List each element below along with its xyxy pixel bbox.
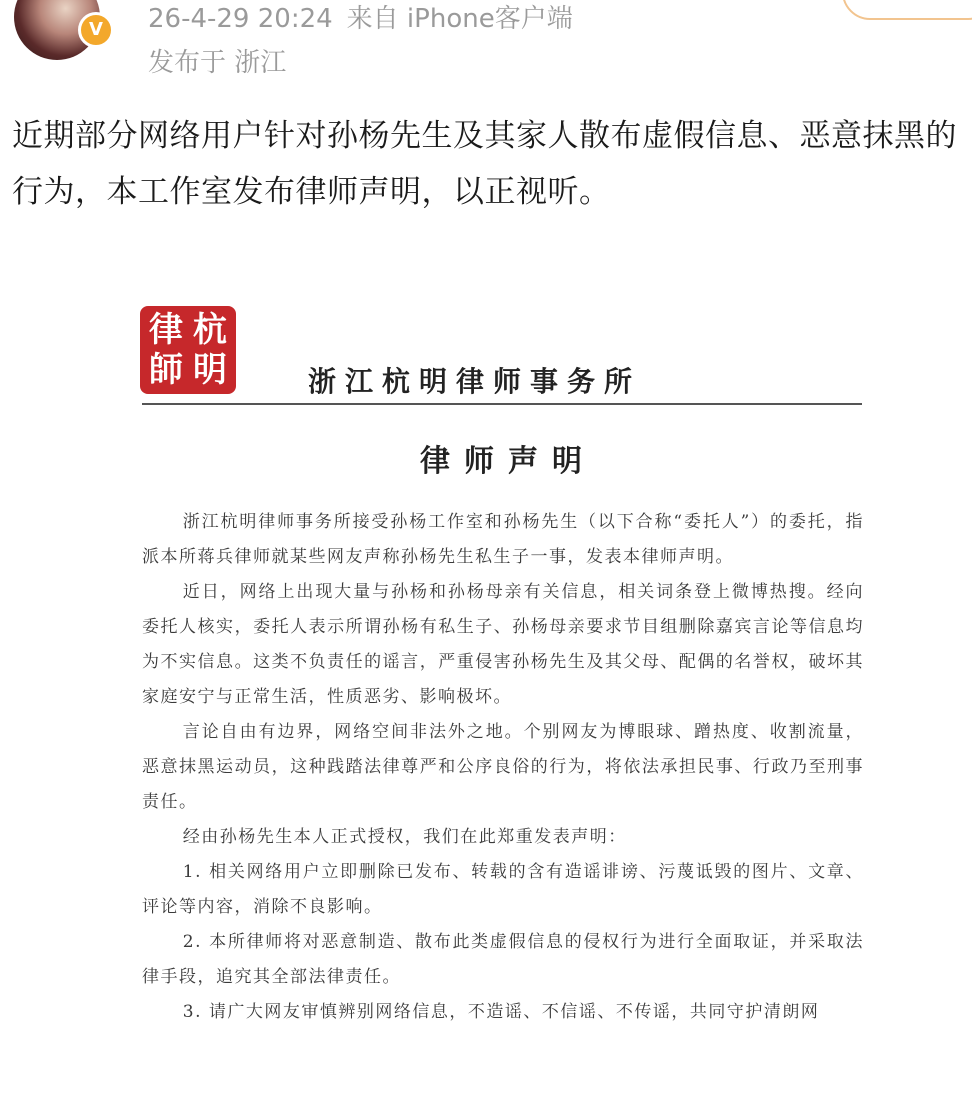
seal-char: 律	[149, 310, 183, 350]
document-paragraph: 3. 请广大网友审慎辨别网络信息，不造谣、不信谣、不传谣，共同守护清朗网	[182, 1002, 820, 1022]
document-paragraph: 经由孙杨先生本人正式授权，我们在此郑重发表声明：	[182, 827, 627, 847]
post-source: 来自 iPhone客户端	[346, 4, 573, 34]
follow-button[interactable]	[842, 0, 972, 20]
document-paragraph: 近日，网络上出现大量与孙杨和孙杨母亲有关信息，相关词条登上微博热搜。经向委托人核实，委托人表示所谓孙杨有私生子、孙杨母亲要求节目组删除嘉宾言论等信息均为不实信息。这类不负责任的谣言，严重侵害孙杨先生及其父母、配偶的名誉权，破坏其家庭安宁与正常生活，性质恶劣、影响极坏。	[142, 582, 864, 707]
document-paragraph: 言论自由有边界，网络空间非法外之地。个别网友为博眼球、蹭热度、收割流量，恶意抹黑运动员，这种践踏法律尊严和公序良俗的行为，将依法承担民事、行政乃至刑事责任。	[142, 722, 864, 812]
firm-name: 浙江杭明律师事务所	[308, 365, 642, 398]
document-paragraph: 2. 本所律师将对恶意制造、散布此类虚假信息的侵权行为进行全面取证，并采取法律手段，追究其全部法律责任。	[142, 932, 864, 987]
verified-badge-icon: V	[78, 12, 114, 48]
post-text: 近期部分网络用户针对孙杨先生及其家人散布虚假信息、恶意抹黑的行为，本工作室发布律师声明，以正视听。	[12, 118, 957, 210]
post-location: 发布于 浙江	[148, 48, 287, 78]
document-title: 律师声明	[420, 444, 596, 479]
seal-char: 明	[193, 350, 227, 390]
post-timestamp: 26-4-29 20:24	[148, 4, 333, 34]
header-divider	[142, 403, 862, 405]
seal-char: 師	[149, 350, 183, 390]
seal-char: 杭	[193, 310, 227, 350]
document-paragraph: 1. 相关网络用户立即删除已发布、转载的含有造谣诽谤、污蔑诋毁的图片、文章、评论等内容，消除不良影响。	[142, 862, 864, 917]
document-body	[142, 505, 864, 1030]
document-paragraph: 浙江杭明律师事务所接受孙杨工作室和孙杨先生（以下合称“委托人”）的委托，指派本所蒋兵律师就某些网友声称孙杨先生私生子一事，发表本律师声明。	[142, 512, 864, 567]
post-meta	[148, 0, 573, 38]
firm-seal	[140, 306, 236, 394]
